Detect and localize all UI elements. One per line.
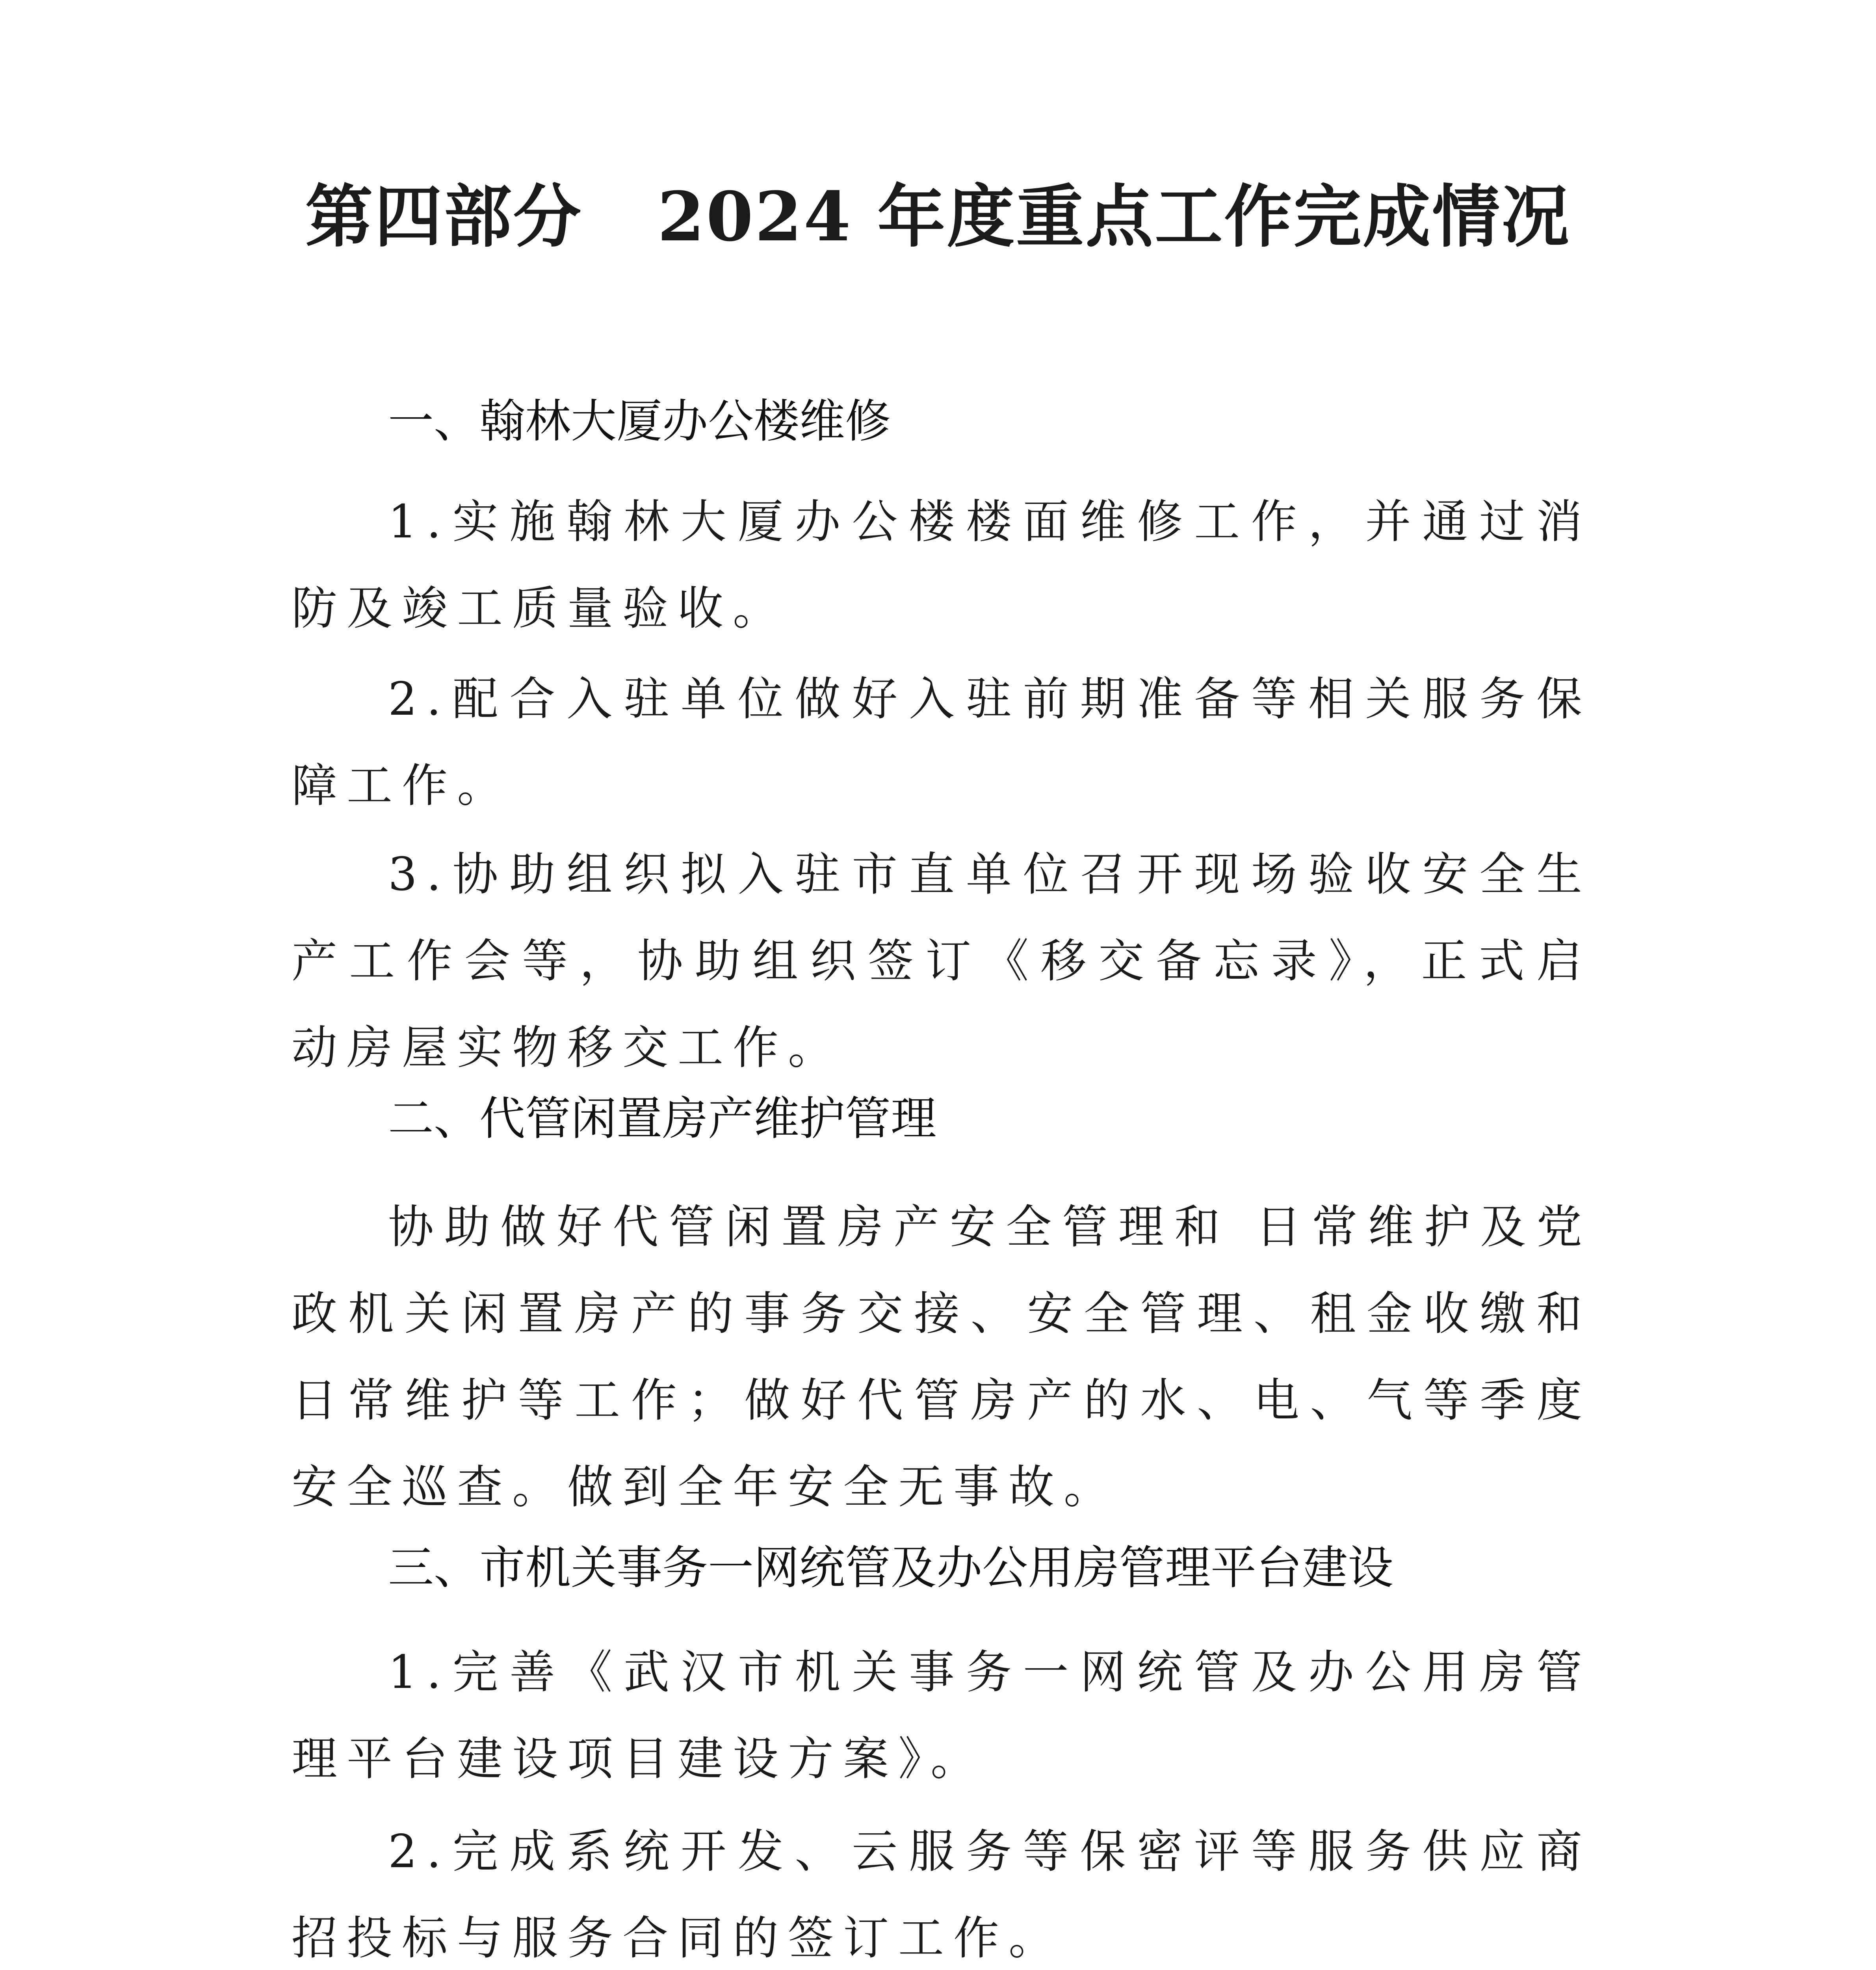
section-3-paragraph-2: 2.完成系统开发、云服务等保密评等服务供应商招投标与服务合同的签订工作。 xyxy=(292,1825,1592,1965)
section-heading-3: 三、市机关事务一网统管及办公用房管理平台建设 xyxy=(388,1541,1393,1595)
title-part-label: 第四部分 xyxy=(305,177,583,256)
section-3-paragraph-1: 1.完善《武汉市机关事务一网统管及办公用房管理平台建设项目建设方案》。 xyxy=(292,1646,1592,1786)
section-heading-1: 一、翰林大厦办公楼维修 xyxy=(388,395,891,448)
title-main-label: 2024 年度重点工作完成情况 xyxy=(657,177,1571,256)
section-1-paragraph-2: 2.配合入驻单位做好入驻前期准备等相关服务保障工作。 xyxy=(292,673,1592,812)
page-title xyxy=(0,173,1876,260)
section-heading-2: 二、代管闲置房产维护管理 xyxy=(388,1092,936,1145)
section-1-paragraph-3: 3.协助组织拟入驻市直单位召开现场验收安全生产工作会等，协助组织签订《移交备忘录》，正式启动房屋实物移交工作。 xyxy=(292,848,1592,1074)
section-2-paragraph-1: 协助做好代管闲置房产安全管理和 日常维护及党政机关闲置房产的事务交接、安全管理、租金收缴和日常维护等工作；做好代管房产的水、电、气等季度安全巡查。做到全年安全无事故。 xyxy=(292,1201,1592,1514)
section-1-paragraph-1: 1.实施翰林大厦办公楼楼面维修工作，并通过消防及竣工质量验收。 xyxy=(292,495,1592,635)
